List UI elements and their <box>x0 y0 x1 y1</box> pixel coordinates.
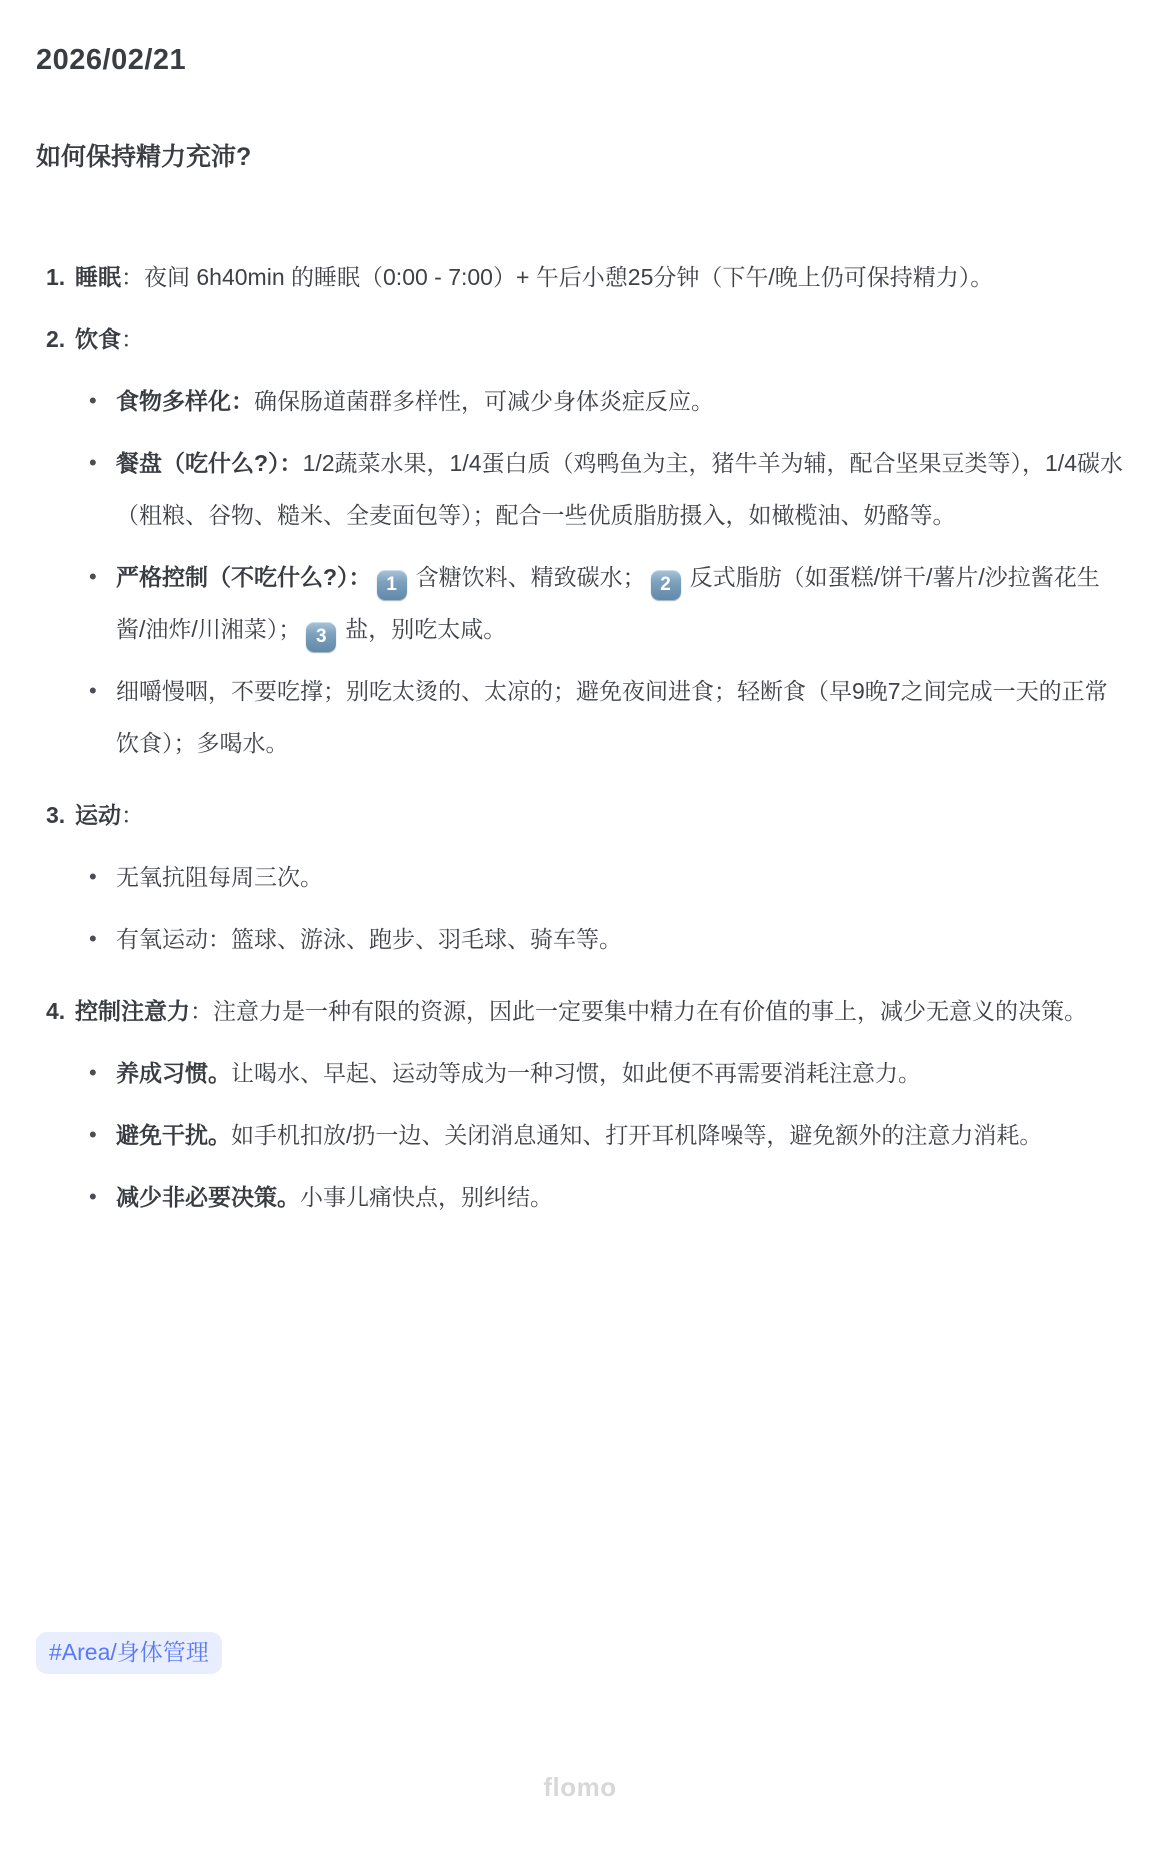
bullet-list-item <box>75 665 1124 769</box>
text-segment: 反式脂肪（如蛋糕/饼干/薯片/沙拉酱花生酱/油炸/川湘菜）； <box>116 564 1100 642</box>
text-segment: ：夜间 6h40min 的睡眠（0:00 - 7:00）+ 午后小憩25分钟（下午/晚上仍可保持精力）。 <box>121 264 994 290</box>
list-item-text <box>116 437 1124 541</box>
bullet-dot: • <box>89 926 97 951</box>
text-segment: ：注意力是一种有限的资源，因此一定要集中精力在有价值的事上，减少无意义的决策。 <box>190 998 1087 1024</box>
bullet-dot: • <box>89 864 97 889</box>
bold-text-segment: 控制注意力 <box>75 998 190 1024</box>
sub-list <box>75 851 1124 965</box>
bold-text-segment: 运动 <box>75 802 121 828</box>
bullet-list-item <box>75 1109 1124 1161</box>
note-title: 如何保持精力充沛? <box>36 143 252 171</box>
list-item-text <box>75 985 1124 1037</box>
list-item-text <box>116 1047 1124 1099</box>
note-date: 2026/02/21 <box>36 44 187 76</box>
text-segment: 含糖饮料、精致碳水； <box>415 564 646 590</box>
bullet-list-item <box>75 437 1124 541</box>
bold-text-segment: 严格控制（不吃什么?）： <box>116 564 372 590</box>
bullet-list-item <box>75 1047 1124 1099</box>
bullet-list-item <box>75 551 1124 655</box>
list-item-text <box>116 913 1124 965</box>
bold-text-segment: 睡眠 <box>75 264 121 290</box>
numbered-list-item <box>46 985 1124 1233</box>
numbered-list-item <box>46 313 1124 779</box>
text-segment: 无氧抗阻每周三次。 <box>116 864 323 890</box>
bullet-dot: • <box>89 1122 97 1147</box>
bullet-dot: • <box>89 1184 97 1209</box>
bullet-dot: • <box>89 678 97 703</box>
bullet-dot: • <box>89 450 97 475</box>
bullet-dot: • <box>89 564 97 589</box>
bold-text-segment: 饮食 <box>75 326 121 352</box>
list-item-text <box>116 851 1124 903</box>
sub-list <box>75 375 1124 769</box>
keycap-3-badge: 3 <box>306 622 336 652</box>
list-number: 4. <box>46 998 66 1024</box>
bold-text-segment: 餐盘（吃什么?）： <box>116 450 303 476</box>
list-item-text <box>75 313 1124 365</box>
text-segment: 有氧运动：篮球、游泳、跑步、羽毛球、骑车等。 <box>116 926 622 952</box>
list-number: 1. <box>46 264 66 290</box>
list-number: 3. <box>46 802 66 828</box>
numbered-list-item <box>46 251 1124 303</box>
bullet-list-item <box>75 1171 1124 1223</box>
text-segment: 1/2蔬菜水果，1/4蛋白质（鸡鸭鱼为主，猪牛羊为辅，配合坚果豆类等），1/4碳水（粗粮、谷物、糙米、全麦面包等）；配合一些优质脂肪摄入，如橄榄油、奶酪等。 <box>116 450 1123 528</box>
text-segment: 如手机扣放/扔一边、关闭消息通知、打开耳机降噪等，避免额外的注意力消耗。 <box>231 1122 1043 1148</box>
bullet-list-item <box>75 851 1124 903</box>
bold-text-segment: 减少非必要决策。 <box>116 1184 300 1210</box>
text-segment: 盐，别吃太咸。 <box>345 616 507 642</box>
bold-text-segment: 食物多样化： <box>116 388 254 414</box>
bullet-dot: • <box>89 388 97 413</box>
list-item-text <box>116 665 1124 769</box>
text-segment: 细嚼慢咽，不要吃撑；别吃太烫的、太凉的；避免夜间进食；轻断食（早9晚7之间完成一天的正常饮食）；多喝水。 <box>116 678 1108 756</box>
keycap-2-badge: 2 <box>651 570 681 600</box>
sub-list <box>75 1047 1124 1223</box>
text-segment: ： <box>121 326 144 352</box>
text-segment: 让喝水、早起、运动等成为一种习惯，如此便不再需要消耗注意力。 <box>231 1060 921 1086</box>
list-item-text <box>75 789 1124 841</box>
note-list <box>36 251 1124 1233</box>
text-segment: 确保肠道菌群多样性，可减少身体炎症反应。 <box>254 388 714 414</box>
list-number: 2. <box>46 326 66 352</box>
tag-area-body-management[interactable]: #Area/身体管理 <box>36 1632 222 1674</box>
numbered-list-item <box>46 789 1124 975</box>
bullet-list-item <box>75 913 1124 965</box>
list-item-text <box>116 1109 1124 1161</box>
text-segment: 小事儿痛快点，别纠结。 <box>300 1184 553 1210</box>
flomo-watermark: flomo <box>543 1772 617 1802</box>
keycap-1-badge: 1 <box>377 570 407 600</box>
list-item-text <box>75 251 1124 303</box>
tag-row <box>36 1632 222 1674</box>
list-item-text <box>116 1171 1124 1223</box>
bold-text-segment: 避免干扰。 <box>116 1122 231 1148</box>
bold-text-segment: 养成习惯。 <box>116 1060 231 1086</box>
list-item-text <box>116 375 1124 427</box>
bullet-list-item <box>75 375 1124 427</box>
text-segment: ： <box>121 802 144 828</box>
list-item-text <box>116 551 1124 655</box>
bullet-dot: • <box>89 1060 97 1085</box>
